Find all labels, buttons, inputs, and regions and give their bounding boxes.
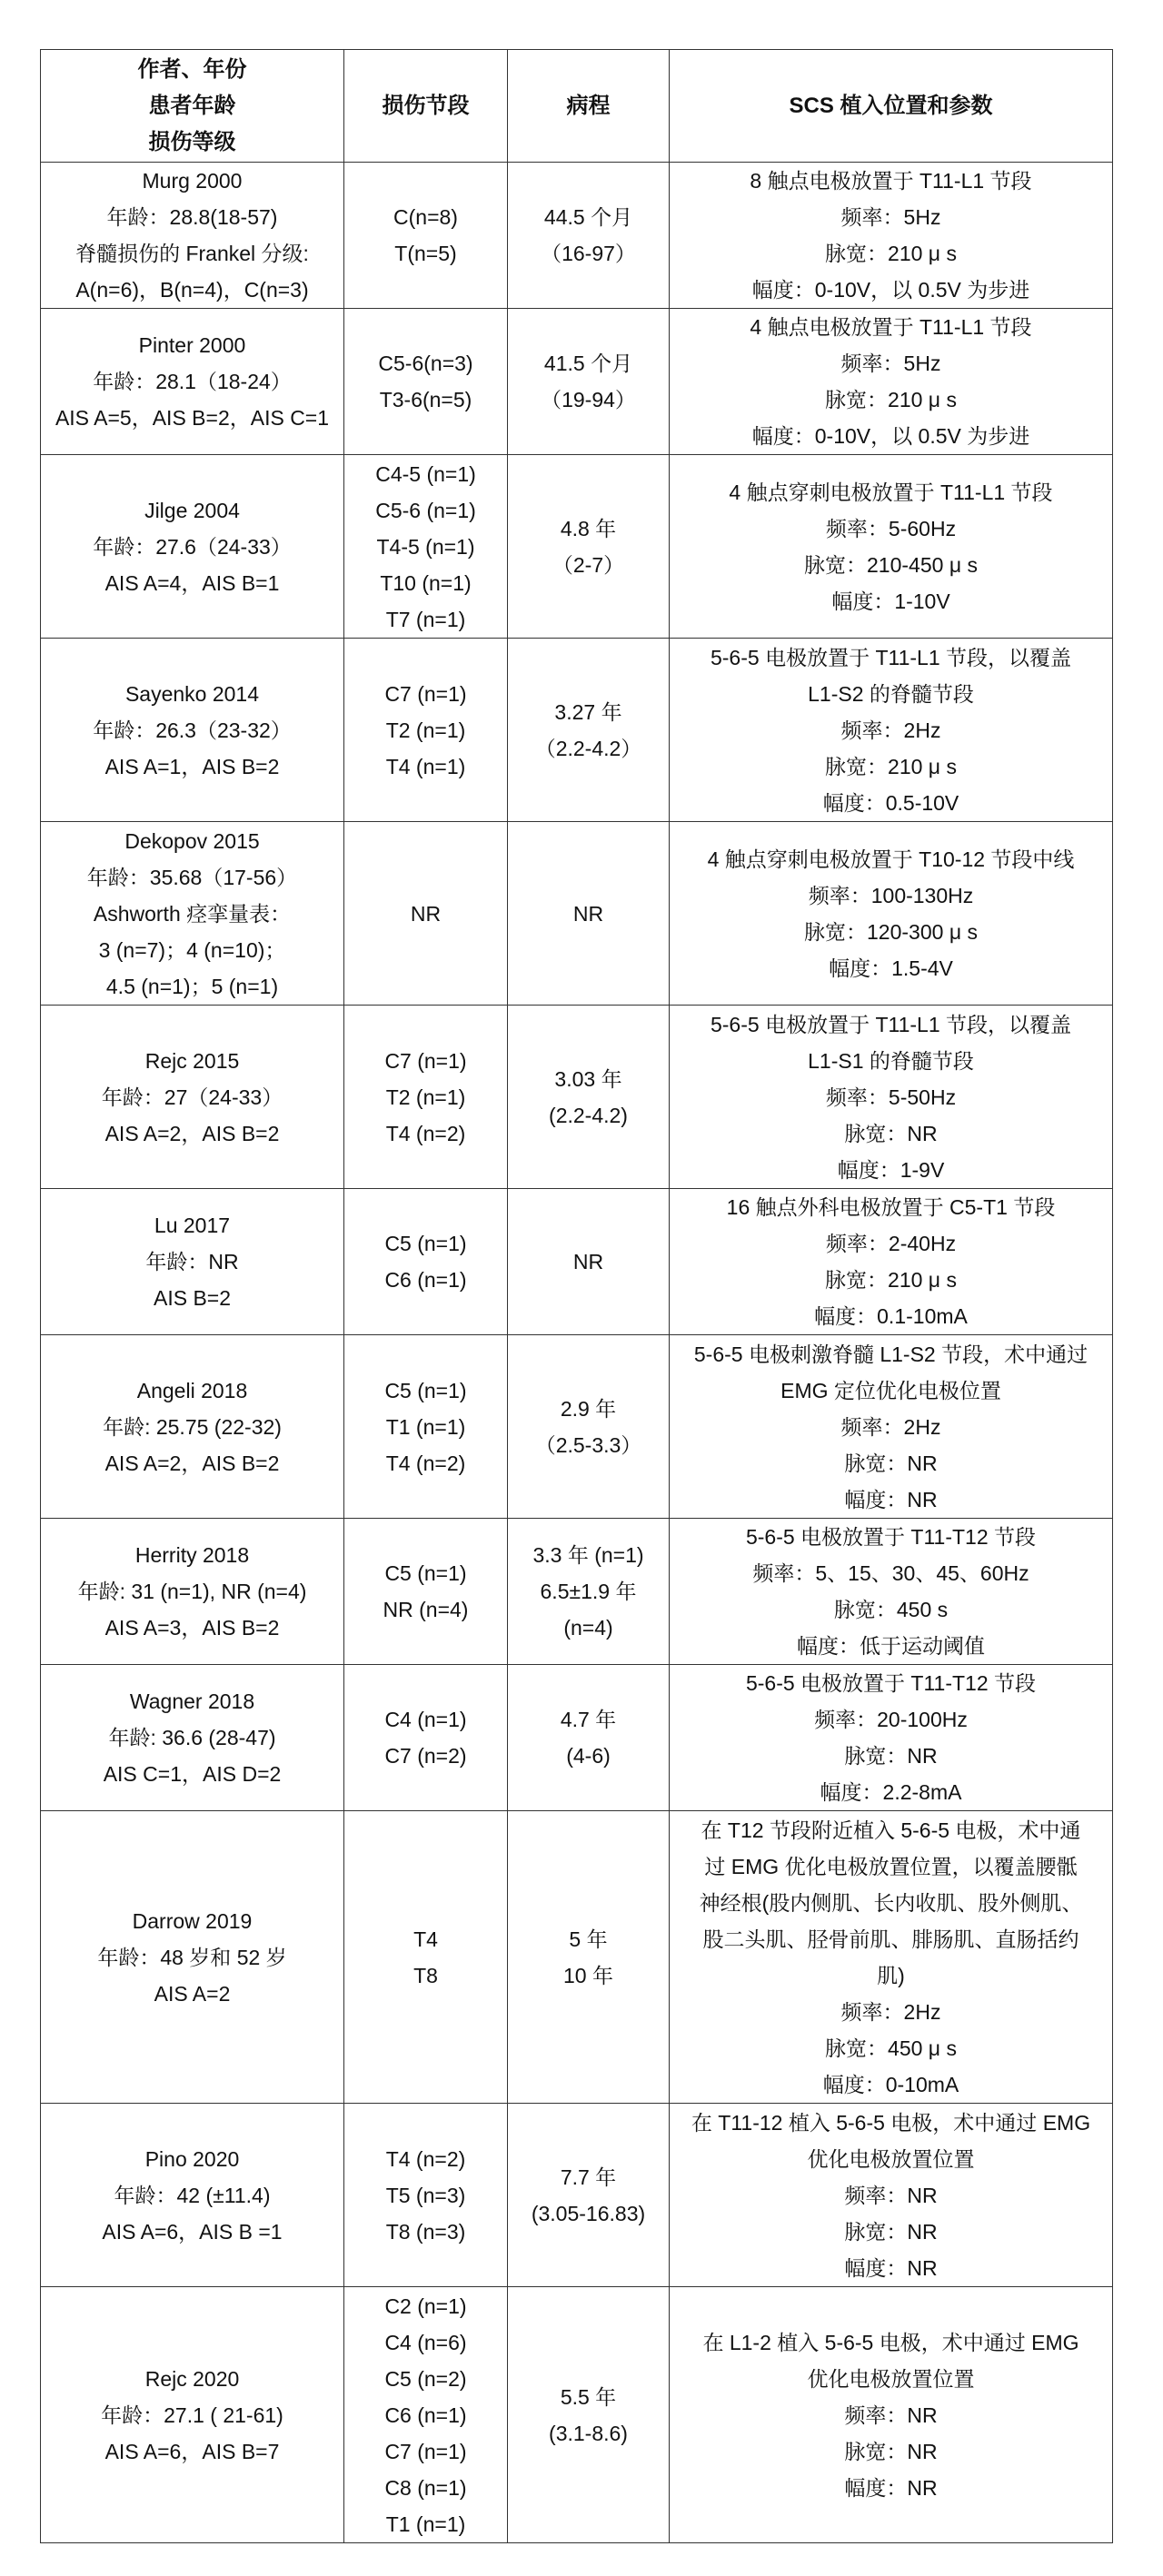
params-line: 脉宽：210 μ s [825, 388, 957, 411]
header-segment-cell: 损伤节段 [344, 50, 508, 163]
params-line: 频率：2Hz [840, 1999, 941, 2024]
author-line: Pinter 2000 [138, 333, 246, 357]
duration-line: 3.03 年 [554, 1066, 622, 1091]
duration-line: (n=4) [563, 1616, 613, 1640]
segment-line: T1 (n=1) [385, 1414, 466, 1439]
params-line: 肌) [877, 1963, 905, 1987]
params-line: 幅度：NR [844, 2475, 938, 2500]
duration-line: （19-94） [541, 388, 636, 411]
author-line: 年龄：26.3（23-32） [93, 718, 292, 742]
params-line: 8 触点电极放置于 T11-L1 节段 [750, 169, 1032, 193]
segment-cell [344, 1335, 508, 1519]
duration-cell [508, 1519, 670, 1665]
segment-line: NR [410, 901, 442, 926]
duration-line: NR [572, 901, 604, 926]
author-line: 年龄: 25.75 (22-32) [103, 1414, 282, 1439]
author-line: Ashworth 痉挛量表： [93, 901, 292, 926]
segment-line: T(n=5) [394, 242, 457, 265]
duration-cell [508, 309, 670, 455]
author-cell [41, 1189, 344, 1335]
segment-line: C2 (n=1) [384, 2294, 467, 2318]
author-line: Herrity 2018 [134, 1543, 250, 1567]
segment-line: T5 (n=3) [385, 2183, 466, 2207]
params-line: 频率：20-100Hz [814, 1708, 968, 1731]
duration-cell [508, 2287, 670, 2543]
duration-cell [508, 1665, 670, 1811]
author-cell [41, 1006, 344, 1189]
params-line: 神经根(股内侧肌、长内收肌、股外侧肌、 [699, 1890, 1083, 1915]
header-duration-cell: 病程 [508, 50, 670, 163]
params-line: 幅度：2.2-8mA [820, 1780, 962, 1804]
duration-cell [508, 2104, 670, 2287]
author-line: Dekopov 2015 [124, 828, 260, 853]
header-grade-line: 损伤等级 [148, 129, 236, 154]
params-cell [670, 309, 1113, 455]
params-line: 幅度：1-10V [831, 589, 950, 613]
duration-cell [508, 822, 670, 1006]
duration-cell [508, 455, 670, 639]
author-line: AIS A=1，AIS B=2 [104, 754, 280, 778]
duration-line: 3.3 年 (n=1) [532, 1543, 644, 1567]
params-line: 5-6-5 电极放置于 T11-T12 节段 [745, 1671, 1037, 1695]
params-line: 5-6-5 电极放置于 T11-L1 节段，以覆盖 [710, 1012, 1072, 1036]
params-cell [670, 1665, 1113, 1811]
params-line: L1-S1 的脊髓节段 [808, 1048, 974, 1073]
segment-line: C4 (n=1) [384, 1708, 467, 1731]
params-line: EMG 定位优化电极位置 [780, 1378, 1001, 1402]
segment-cell [344, 1006, 508, 1189]
segment-line: T8 (n=3) [385, 2219, 466, 2244]
params-line: 脉宽：NR [844, 2219, 938, 2244]
params-cell [670, 1335, 1113, 1519]
params-line: 脉宽：NR [844, 1121, 938, 1145]
segment-line: C5-6(n=3) [378, 352, 473, 375]
params-line: 频率：NR [844, 2403, 938, 2427]
params-line: 幅度：NR [844, 1487, 938, 1511]
table-row [41, 639, 1113, 822]
params-line: 股二头肌、胫骨前肌、腓肠肌、直肠括约 [702, 1927, 1079, 1951]
params-line: 频率：NR [844, 2183, 938, 2207]
params-line: 脉宽：210 μ s [825, 754, 957, 778]
params-line: 频率：5、15、30、45、60Hz [752, 1561, 1029, 1585]
params-line: 幅度：NR [844, 2255, 938, 2280]
duration-cell [508, 1335, 670, 1519]
author-line: Pino 2020 [144, 2146, 240, 2171]
segment-cell [344, 1811, 508, 2104]
duration-line: 4.8 年 [560, 516, 617, 540]
table-row [41, 455, 1113, 639]
author-line: 4.5 (n=1)；5 (n=1) [105, 974, 279, 998]
params-cell [670, 1006, 1113, 1189]
author-line: Wagner 2018 [129, 1689, 255, 1713]
duration-line: 44.5 个月 [543, 205, 633, 229]
params-line: 脉宽：120-300 μ s [804, 919, 978, 944]
author-cell [41, 639, 344, 822]
author-line: AIS A=4，AIS B=1 [104, 570, 280, 595]
segment-cell [344, 163, 508, 309]
params-line: 脉宽：210-450 μ s [804, 552, 978, 577]
author-line: AIS A=5，AIS B=2，AIS C=1 [55, 406, 330, 430]
segment-line: T4 (n=2) [385, 1451, 466, 1475]
params-line: 频率：5-60Hz [825, 516, 957, 540]
author-line: A(n=6)，B(n=4)，C(n=3) [75, 278, 309, 302]
author-line: 年龄：27.6（24-33） [93, 534, 292, 559]
duration-line: 4.7 年 [560, 1708, 617, 1731]
duration-cell [508, 1189, 670, 1335]
duration-line: 5.5 年 [560, 2384, 617, 2409]
segment-cell [344, 822, 508, 1006]
segment-line: C7 (n=2) [384, 1744, 467, 1768]
segment-cell [344, 1519, 508, 1665]
author-line: AIS B=2 [153, 1286, 232, 1310]
table-row [41, 2287, 1113, 2543]
author-cell [41, 2104, 344, 2287]
params-line: 频率：100-130Hz [808, 883, 974, 907]
params-line: 频率：2Hz [840, 1414, 941, 1439]
table-header-row [41, 50, 1113, 163]
duration-line: （2.5-3.3） [534, 1432, 642, 1457]
segment-cell [344, 639, 508, 822]
table-row [41, 1189, 1113, 1335]
author-line: Rejc 2020 [144, 2366, 240, 2391]
author-line: AIS A=6，AIS B =1 [102, 2219, 283, 2244]
table-row [41, 1665, 1113, 1811]
author-line: 年龄：42 (±11.4) [114, 2183, 271, 2207]
segment-line: T3-6(n=5) [379, 388, 472, 411]
author-line: Sayenko 2014 [124, 681, 260, 706]
duration-line: 3.27 年 [554, 699, 622, 724]
segment-line: C5 (n=2) [384, 2366, 467, 2391]
table-row [41, 1335, 1113, 1519]
segment-line: T2 (n=1) [385, 718, 466, 742]
params-line: 16 触点外科电极放置于 C5-T1 节段 [726, 1195, 1056, 1219]
segment-line: T4 (n=2) [385, 1121, 466, 1145]
duration-line: （2.2-4.2） [534, 736, 642, 760]
params-line: 幅度：0-10V，以 0.5V 为步进 [751, 424, 1030, 448]
table-row [41, 1519, 1113, 1665]
segment-cell [344, 2104, 508, 2287]
segment-line: T1 (n=1) [385, 2512, 466, 2536]
author-line: 年龄：27.1 ( 21-61) [101, 2403, 283, 2427]
segment-line: C7 (n=1) [384, 1048, 467, 1073]
author-line: 年龄：28.1（18-24） [93, 370, 292, 393]
duration-line: NR [572, 1250, 604, 1273]
author-line: Lu 2017 [154, 1214, 231, 1237]
duration-line: 41.5 个月 [543, 352, 633, 375]
author-cell [41, 1811, 344, 2104]
params-cell [670, 1189, 1113, 1335]
table-row [41, 309, 1113, 455]
duration-line: (3.1-8.6) [549, 2421, 628, 2445]
duration-line: （16-97） [541, 242, 636, 265]
segment-line: T10 (n=1) [380, 570, 472, 595]
header-params-cell: SCS 植入位置和参数 [670, 50, 1113, 163]
author-line: Angeli 2018 [136, 1378, 248, 1402]
params-line: 脉宽：450 s [833, 1598, 949, 1621]
table-row [41, 1811, 1113, 2104]
params-line: 5-6-5 电极放置于 T11-L1 节段，以覆盖 [710, 645, 1072, 669]
author-line: AIS A=2，AIS B=2 [104, 1121, 280, 1145]
author-cell [41, 822, 344, 1006]
segment-line: C6 (n=1) [384, 2403, 467, 2427]
segment-line: T2 (n=1) [385, 1085, 466, 1109]
params-line: 4 触点电极放置于 T11-L1 节段 [750, 315, 1032, 339]
params-line: 幅度：1-9V [837, 1157, 945, 1182]
params-line: 脉宽：NR [844, 1744, 938, 1768]
segment-cell [344, 2287, 508, 2543]
params-line: 幅度：0.5-10V [822, 790, 959, 815]
author-line: 年龄: 31 (n=1), NR (n=4) [77, 1580, 307, 1603]
params-line: 频率：5Hz [840, 205, 941, 229]
segment-line: NR (n=4) [383, 1598, 469, 1621]
params-line: 4 触点穿刺电极放置于 T11-L1 节段 [729, 480, 1053, 504]
duration-line: (3.05-16.83) [531, 2201, 646, 2225]
duration-line: (2.2-4.2) [549, 1103, 628, 1127]
author-line: Murg 2000 [142, 169, 243, 193]
segment-line: C5 (n=1) [384, 1561, 467, 1585]
duration-line: （2-7） [552, 552, 625, 577]
table-row [41, 1006, 1113, 1189]
params-cell [670, 455, 1113, 639]
params-line: 脉宽：210 μ s [825, 1268, 957, 1292]
duration-line: 2.9 年 [560, 1396, 617, 1421]
author-line: 脊髓损伤的 Frankel 分级: [75, 242, 309, 265]
table-row [41, 163, 1113, 309]
segment-line: C5 (n=1) [384, 1232, 467, 1255]
params-cell [670, 1811, 1113, 2104]
duration-cell [508, 1006, 670, 1189]
header-author-line: 作者、年份 [137, 56, 247, 82]
author-cell [41, 1665, 344, 1811]
author-line: AIS A=6，AIS B=7 [104, 2439, 280, 2463]
author-line: 年龄：35.68（17-56） [86, 865, 298, 889]
segment-line: C7 (n=1) [384, 2439, 467, 2463]
author-line: AIS A=3，AIS B=2 [104, 1616, 280, 1640]
params-line: 幅度：低于运动阈值 [797, 1634, 985, 1658]
duration-cell [508, 639, 670, 822]
duration-cell [508, 163, 670, 309]
duration-line: 5 年 [569, 1927, 608, 1951]
author-cell [41, 309, 344, 455]
table-row [41, 2104, 1113, 2287]
segment-line: T4 (n=1) [385, 754, 466, 778]
segment-line: C4-5 (n=1) [375, 461, 476, 486]
author-line: 年龄：NR [145, 1250, 239, 1273]
params-cell [670, 639, 1113, 822]
segment-line: C6 (n=1) [384, 1268, 467, 1292]
segment-cell [344, 1189, 508, 1335]
author-line: 年龄：48 岁和 52 岁 [97, 1945, 287, 1969]
params-line: 频率：2Hz [840, 718, 941, 742]
segment-line: C7 (n=1) [384, 681, 467, 706]
params-line: 频率：5Hz [840, 352, 941, 375]
params-cell [670, 822, 1113, 1006]
author-line: AIS A=2 [154, 1981, 231, 2006]
params-line: 频率：5-50Hz [825, 1085, 957, 1109]
segment-line: T7 (n=1) [385, 607, 466, 631]
params-line: 脉宽：210 μ s [825, 242, 957, 265]
segment-line: T4-5 (n=1) [376, 534, 475, 559]
segment-line: T8 [413, 1963, 438, 1987]
params-line: 在 T12 节段附近植入 5-6-5 电极，术中通 [701, 1818, 1081, 1842]
params-cell [670, 2287, 1113, 2543]
params-line: 频率：2-40Hz [825, 1232, 957, 1255]
author-cell [41, 163, 344, 309]
author-line: AIS C=1，AIS D=2 [103, 1762, 282, 1786]
params-line: 脉宽：NR [844, 2439, 938, 2463]
duration-line: (4-6) [566, 1744, 611, 1768]
params-line: 优化电极放置位置 [807, 2366, 975, 2391]
params-line: 幅度：1.5-4V [829, 956, 953, 980]
duration-cell [508, 1811, 670, 2104]
params-line: 优化电极放置位置 [807, 2146, 975, 2171]
author-cell [41, 455, 344, 639]
author-cell [41, 2287, 344, 2543]
params-line: 4 触点穿刺电极放置于 T10-12 节段中线 [707, 847, 1075, 871]
segment-line: C8 (n=1) [384, 2475, 467, 2500]
author-line: Darrow 2019 [132, 1908, 253, 1933]
params-line: 过 EMG 优化电极放置位置，以覆盖腰骶 [704, 1854, 1078, 1878]
segment-line: T4 [413, 1927, 438, 1951]
params-cell [670, 163, 1113, 309]
author-line: 年龄：27（24-33） [101, 1085, 283, 1109]
params-line: 幅度：0-10V，以 0.5V 为步进 [751, 278, 1030, 302]
params-line: 脉宽：NR [844, 1451, 938, 1475]
params-line: L1-S2 的脊髓节段 [808, 681, 974, 706]
author-cell [41, 1519, 344, 1665]
params-line: 5-6-5 电极放置于 T11-T12 节段 [745, 1525, 1037, 1549]
params-line: 幅度：0.1-10mA [814, 1304, 968, 1328]
segment-cell [344, 1665, 508, 1811]
author-line: 年龄：28.8(18-57) [106, 205, 278, 229]
segment-line: C(n=8) [393, 205, 458, 229]
params-cell [670, 2104, 1113, 2287]
segment-line: T4 (n=2) [385, 2146, 466, 2171]
scs-table [40, 49, 1113, 2543]
header-age-line: 患者年龄 [148, 93, 236, 118]
segment-line: C4 (n=6) [384, 2330, 467, 2354]
params-line: 5-6-5 电极刺激脊髓 L1-S2 节段，术中通过 [693, 1342, 1088, 1366]
table-row [41, 822, 1113, 1006]
author-line: AIS A=2，AIS B=2 [104, 1451, 280, 1475]
duration-line: 7.7 年 [560, 2165, 617, 2189]
segment-cell [344, 309, 508, 455]
segment-cell [344, 455, 508, 639]
params-line: 脉宽：450 μ s [825, 2036, 957, 2060]
duration-line: 10 年 [563, 1963, 613, 1987]
author-line: 年龄: 36.6 (28-47) [108, 1726, 276, 1749]
params-cell [670, 1519, 1113, 1665]
author-cell [41, 1335, 344, 1519]
duration-line: 6.5±1.9 年 [540, 1580, 637, 1603]
params-line: 在 T11-12 植入 5-6-5 电极，术中通过 EMG [691, 2110, 1091, 2135]
segment-line: C5-6 (n=1) [375, 498, 476, 522]
author-line: Rejc 2015 [144, 1048, 240, 1073]
author-line: Jilge 2004 [144, 498, 240, 522]
header-author-cell [41, 50, 344, 163]
segment-line: C5 (n=1) [384, 1378, 467, 1402]
params-line: 在 L1-2 植入 5-6-5 电极，术中通过 EMG [702, 2330, 1079, 2354]
params-line: 幅度：0-10mA [822, 2072, 959, 2096]
author-line: 3 (n=7)；4 (n=10)； [98, 937, 286, 962]
